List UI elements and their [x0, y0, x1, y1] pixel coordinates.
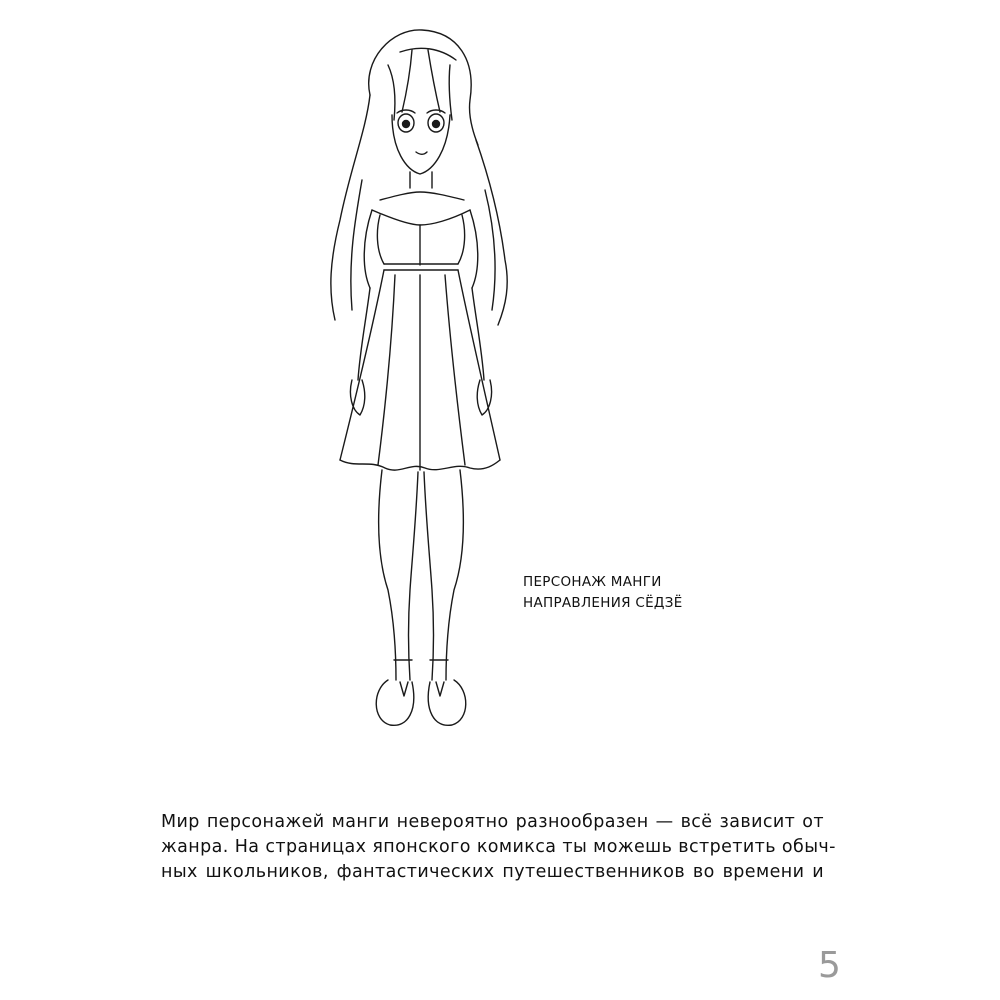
page-number: 5: [818, 945, 841, 986]
caption-line-2: НАПРАВЛЕНИЯ СЁДЗЁ: [523, 595, 683, 611]
body-line-1: Мир персонажей манги невероятно разнообразен — всё зависит от: [161, 812, 824, 832]
illustration-caption: [523, 572, 743, 614]
manga-girl-icon: [300, 20, 540, 740]
body-line-3: ных школьников, фантастических путешественников во времени и: [161, 862, 824, 882]
body-paragraph: [161, 810, 836, 885]
caption-line-1: ПЕРСОНАЖ МАНГИ: [523, 574, 662, 590]
manga-girl-illustration: [300, 20, 540, 740]
body-line-2: жанра. На страницах японского комикса ты можешь встретить обыч-: [161, 837, 836, 857]
